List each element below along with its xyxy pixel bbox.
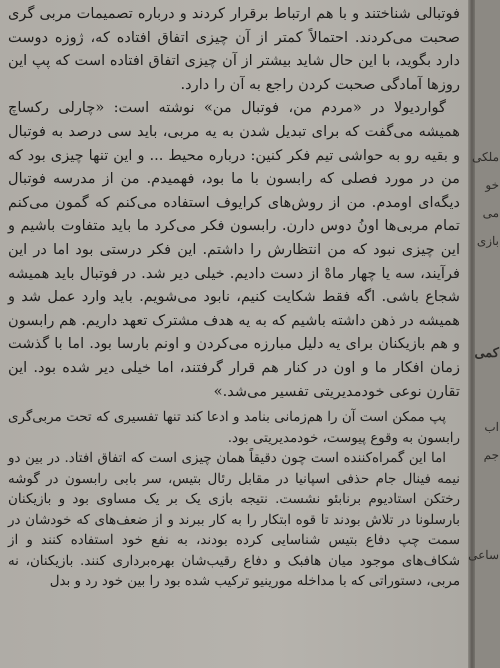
adjacent-page-edge [468,0,500,668]
page-body-text [8,2,460,593]
adjacent-page-fragment: می [482,206,499,220]
adjacent-page-fragment: کمی [474,346,499,361]
paragraph-1: فوتبالی شناختند و با هم ارتباط برقرار کردند و درباره تصمیمات مربی گری صحبت می‌کردند. احتمالاً کمتر از آن چیزی اتفاق افتاده که، ژوزه دوست دارد بگوید، با این حال شاید بیشتر از آن چیزی اتفاق افتاده است که پپ این روزها آمادگی صحبت کردن راجع به آن را دارد. [8,5,460,93]
adjacent-page-fragment: ساعی [468,548,499,562]
paragraph-2: گواردیولا در «مردم من، فوتبال من» نوشته است: «چارلی رکساچ همیشه می‌گفت که برای تبدیل شدن به یه مربی، باید سی درصد به فوتبال و بقیه رو به حواشی تیم فکر کنین: درباره محیط ... و این تنها چیزی بود که من در مورد فصلی که رابسون با ما بود، فهمیدم. من از مدرسه فوتبال دیگه‌ای اومدم. من از روش‌های کرایوف استفاده می‌کنم که گمون می‌کنم تمام مربی‌ها اونُ دوس دارن. رابسون فکر می‌کرد ما باید متفاوت باشیم و این چیزی نبود که من انتظارش را داشتم. این فکر درستی بود اما در این فرآیند، سه یا چهار ماهْ از دست دادیم. خیلی دیر شد. در فوتبال باید همیشه شجاع باشی. اگه فقط شکایت کنیم، نابود می‌شویم. باید وارد عمل شد و همیشه در ذهن داشته باشیم که به یه هدف مشترک تعهد داریم. هم رابسون و هم بازیکنان برای یه دلیل مبارزه می‌کردن و اونم بارسا بود. اما با گذشت زمان افکار ما و اون در کنار هم قرار گرفتند، اما خیلی دیر شده بود. این تقارن نوعی خودمدیریتی تفسیر می‌شد.» [8,99,460,400]
adjacent-page-fragment: خو [485,178,499,192]
adjacent-page-fragment: ملکی [471,150,499,164]
paragraph-4: اما این گمراه‌کننده است چون دقیقاً همان چیزی است که اتفاق افتاد. در بین دو نیمه فینال جام حذفی اسپانیا در مقابل رئال بتیس، سر بابی رابسون در گوشه رختکن استادیوم برنابئو نشست. نتیجه بازی یک بر یک مساوی بود و بازیکنان بارسلونا در تلاش بودند تا قوه ابتکار را به کار ببرند و از ضعف‌های که خودشان در سمت چپ دفاع بتیس شناسایی کرده بودند، به نفع خود استفاده کنند و از شکاف‌های موجود میان هافبک و دفاع رقیب‌شان بهره‌برداری کنند. بازیکنان، نه مربی، دستوراتی که با مداخله مورینیو ترکیب شده بود را بین خود رد و بدل [8,451,460,590]
adjacent-page-fragment: بازی [476,234,499,248]
book-gutter-shadow [468,0,475,668]
adjacent-page-fragment: اب [484,420,499,434]
adjacent-page-fragment: جم [483,448,499,462]
paragraph-3: پپ ممکن است آن را هم‌زمانی بنامد و ادعا کند تنها تفسیری که تحت مربی‌گری رابسون به وقوع پیوست، خودمدیریتی بود. [8,410,460,446]
